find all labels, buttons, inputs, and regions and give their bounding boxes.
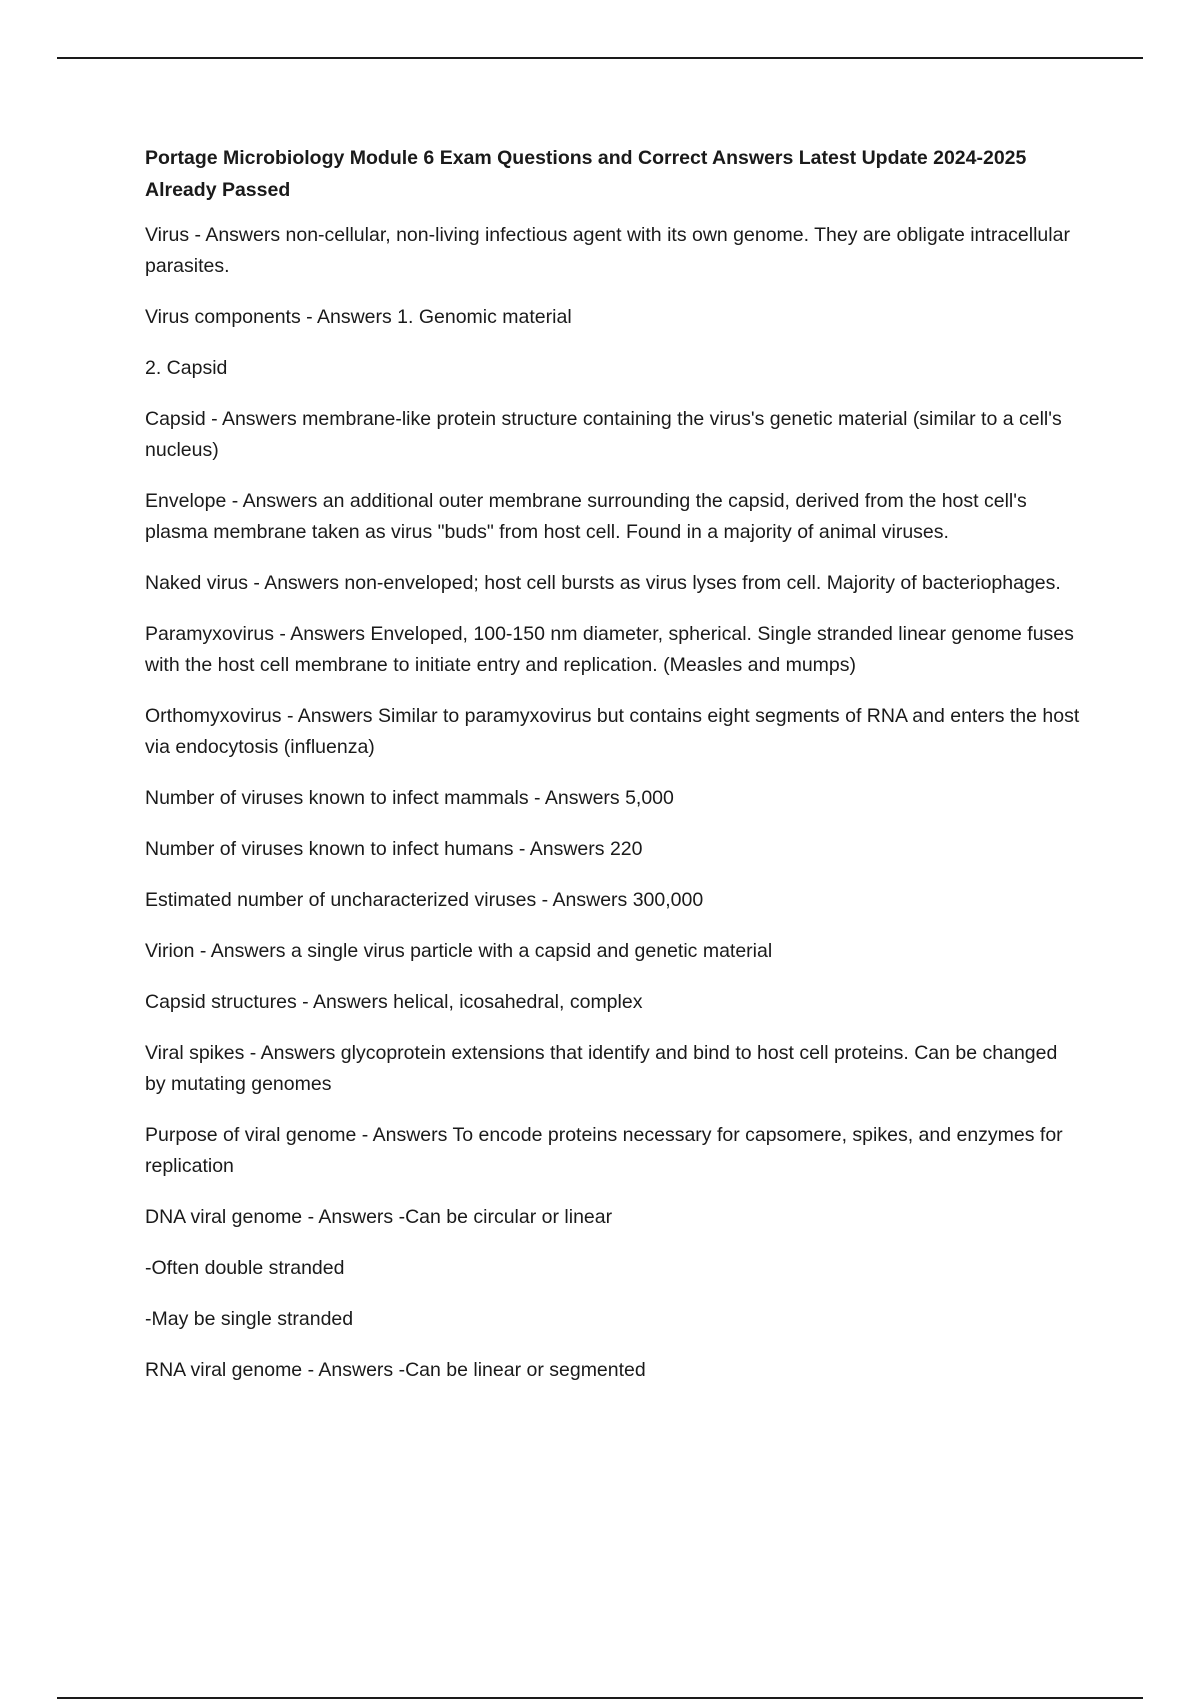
bottom-rule	[57, 1697, 1143, 1699]
entry-list	[145, 220, 1080, 1386]
entry-virion: Virion - Answers a single virus particle with a capsid and genetic material	[145, 940, 773, 962]
entry-double-stranded: -Often double stranded	[145, 1257, 345, 1279]
entry-orthomyxovirus: Orthomyxovirus - Answers Similar to paramyxovirus but contains eight segments of RNA and enters the host via endocytosis (influenza)	[145, 705, 1080, 758]
entry-capsid: Capsid - Answers membrane-like protein structure containing the virus's genetic material (similar to a cell's nucleus)	[145, 408, 1062, 461]
entry-viruses-humans: Number of viruses known to infect humans - Answers 220	[145, 838, 643, 860]
entry-capsid-structures: Capsid structures - Answers helical, icosahedral, complex	[145, 991, 643, 1013]
entry-viral-spikes: Viral spikes - Answers glycoprotein extensions that identify and bind to host cell proteins. Can be changed by mutating genomes	[145, 1042, 1058, 1095]
entry-virus-components: Virus components - Answers 1. Genomic material	[145, 306, 572, 328]
entry-virus: Virus - Answers non-cellular, non-living infectious agent with its own genome. They are obligate intracellular parasites.	[145, 224, 1070, 277]
entry-single-stranded: -May be single stranded	[145, 1308, 354, 1330]
entry-rna-viral-genome: RNA viral genome - Answers -Can be linear or segmented	[145, 1359, 646, 1381]
entry-viruses-mammals: Number of viruses known to infect mammals - Answers 5,000	[145, 787, 674, 809]
entry-uncharacterized-viruses: Estimated number of uncharacterized viruses - Answers 300,000	[145, 889, 704, 911]
entry-envelope: Envelope - Answers an additional outer membrane surrounding the capsid, derived from the host cell's plasma membrane taken as virus "buds" from host cell. Found in a majority of animal viruses.	[145, 490, 1027, 543]
entry-capsid-item: 2. Capsid	[145, 357, 228, 379]
entry-paramyxovirus: Paramyxovirus - Answers Enveloped, 100-150 nm diameter, spherical. Single stranded linear genome fuses with the host cell membrane to initiate entry and replication. (Measles and mumps)	[145, 623, 1074, 676]
entry-viral-genome-purpose: Purpose of viral genome - Answers To encode proteins necessary for capsomere, spikes, and enzymes for replication	[145, 1124, 1063, 1177]
document-title: Portage Microbiology Module 6 Exam Questions and Correct Answers Latest Update 2024-2025 Already Passed	[145, 147, 1027, 201]
document-body	[145, 142, 1080, 1406]
top-rule	[57, 57, 1143, 59]
entry-naked-virus: Naked virus - Answers non-enveloped; host cell bursts as virus lyses from cell. Majority of bacteriophages.	[145, 572, 1061, 594]
entry-dna-viral-genome: DNA viral genome - Answers -Can be circular or linear	[145, 1206, 613, 1228]
